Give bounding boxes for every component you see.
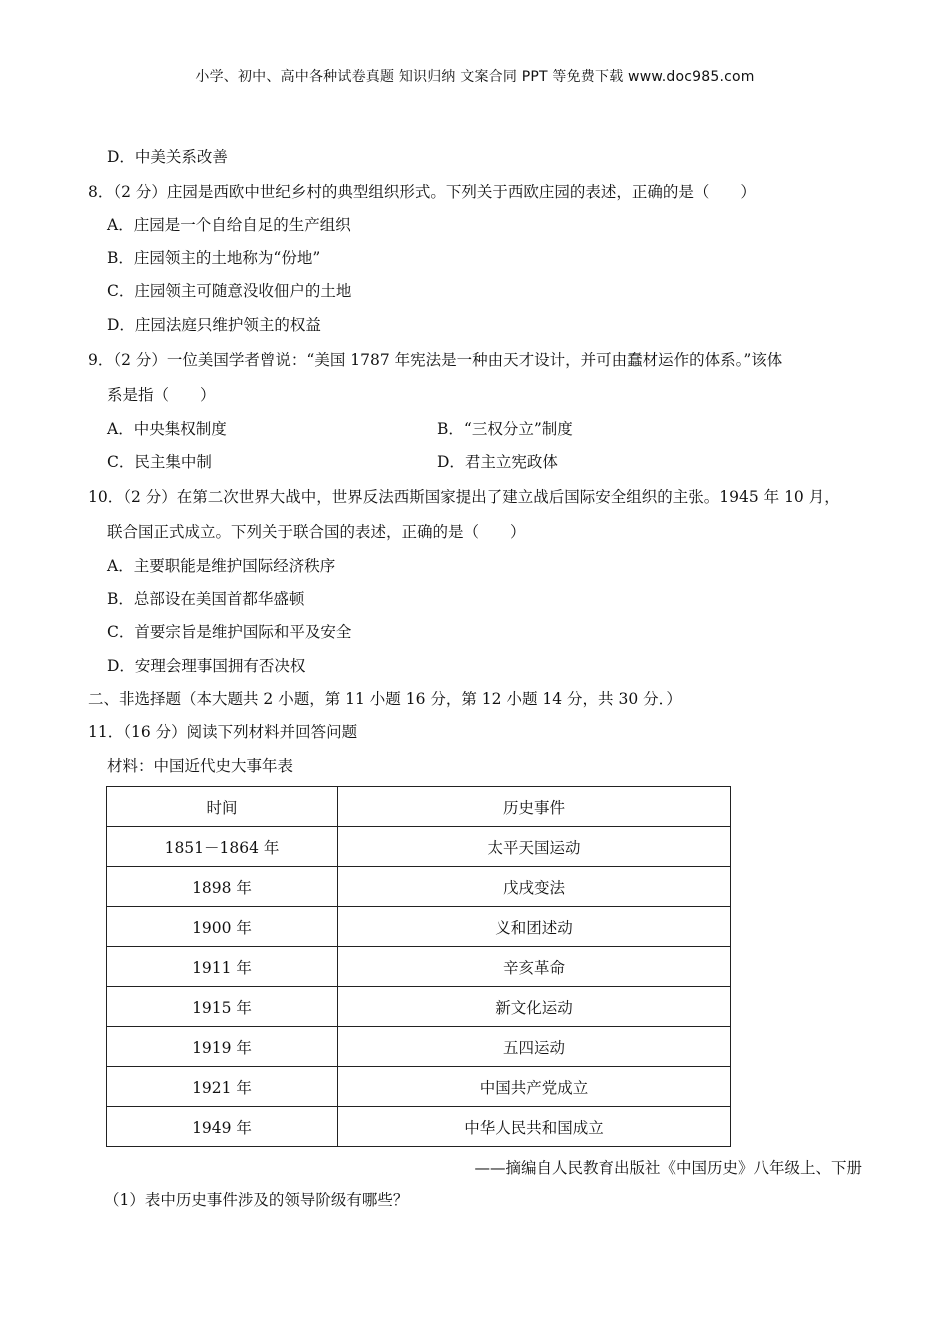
table-cell-time: 1911 年 bbox=[107, 947, 338, 987]
table-cell-event: 太平天国运动 bbox=[338, 827, 731, 867]
q11-material-label: 材料：中国近代史大事年表 bbox=[107, 757, 294, 775]
q8-option-c: C．庄园领主可随意没收佃户的土地 bbox=[107, 282, 352, 300]
q10-option-c: C．首要宗旨是维护国际和平及安全 bbox=[107, 623, 352, 641]
table-cell-event: 中华人民共和国成立 bbox=[338, 1107, 731, 1147]
page-header-banner: 小学、初中、高中各种试卷真题 知识归纳 文案合同 PPT 等免费下载 www.doc985.com bbox=[195, 69, 755, 85]
table-cell-event: 义和团述动 bbox=[338, 907, 731, 947]
q10-stem-line2: 联合国正式成立。下列关于联合国的表述，正确的是（ ） bbox=[107, 523, 526, 541]
table-row bbox=[107, 867, 731, 907]
table-cell-event: 新文化运动 bbox=[338, 987, 731, 1027]
table-cell-event: 中国共产党成立 bbox=[338, 1067, 731, 1107]
q10-stem-line1: 10．（2 分）在第二次世界大战中，世界反法西斯国家提出了建立战后国际安全组织的主张。1945 年 10 月， bbox=[88, 488, 840, 506]
table-cell-time: 1900 年 bbox=[107, 907, 338, 947]
q9-stem-line2: 系是指（ ） bbox=[107, 386, 216, 404]
table-cell-time: 1915 年 bbox=[107, 987, 338, 1027]
q8-option-a: A．庄园是一个自给自足的生产组织 bbox=[107, 216, 351, 234]
q9-option-c: C．民主集中制 bbox=[107, 453, 212, 471]
q9-option-a: A．中央集权制度 bbox=[107, 420, 227, 438]
q10-option-b: B．总部设在美国首都华盛顿 bbox=[107, 590, 305, 608]
table-cell-time: 1919 年 bbox=[107, 1027, 338, 1067]
table-row bbox=[107, 987, 731, 1027]
table-cell-time: 1949 年 bbox=[107, 1107, 338, 1147]
table-row bbox=[107, 1027, 731, 1067]
history-events-table bbox=[106, 786, 731, 1147]
table-row bbox=[107, 907, 731, 947]
q7-option-d: D．中美关系改善 bbox=[107, 148, 228, 166]
table-cell-event: 辛亥革命 bbox=[338, 947, 731, 987]
table-row bbox=[107, 1067, 731, 1107]
q10-option-a: A．主要职能是维护国际经济秩序 bbox=[107, 557, 336, 575]
q9-option-b: B．“三权分立”制度 bbox=[437, 420, 573, 438]
table-cell-event: 五四运动 bbox=[338, 1027, 731, 1067]
table-row bbox=[107, 827, 731, 867]
table-cell-time: 1851－1864 年 bbox=[107, 827, 338, 867]
table-cell-time: 1921 年 bbox=[107, 1067, 338, 1107]
q10-option-d: D．安理会理事国拥有否决权 bbox=[107, 657, 306, 675]
q9-option-d: D．君主立宪政体 bbox=[437, 453, 558, 471]
section-2-title: 二、非选择题（本大题共 2 小题，第 11 小题 16 分，第 12 小题 14 分，共 30 分．） bbox=[88, 690, 682, 708]
table-row bbox=[107, 1107, 731, 1147]
q11-stem: 11．（16 分）阅读下列材料并回答问题 bbox=[88, 723, 358, 741]
table-cell-time: 1898 年 bbox=[107, 867, 338, 907]
table-row bbox=[107, 947, 731, 987]
q9-stem-line1: 9．（2 分）一位美国学者曾说：“美国 1787 年宪法是一种由天才设计，并可由蠢材运作的体系。”该体 bbox=[88, 351, 783, 369]
table-source-citation: ——摘编自人民教育出版社《中国历史》八年级上、下册 bbox=[474, 1159, 862, 1177]
q8-option-b: B．庄园领主的土地称为“份地” bbox=[107, 249, 321, 267]
table-header-time: 时间 bbox=[107, 787, 338, 827]
q8-option-d: D．庄园法庭只维护领主的权益 bbox=[107, 316, 321, 334]
q11-sub-question-1: （1）表中历史事件涉及的领导阶级有哪些？ bbox=[104, 1191, 409, 1209]
table-header-event: 历史事件 bbox=[338, 787, 731, 827]
q8-stem: 8．（2 分）庄园是西欧中世纪乡村的典型组织形式。下列关于西欧庄园的表述，正确的是（ ） bbox=[88, 183, 756, 201]
table-cell-event: 戊戌变法 bbox=[338, 867, 731, 907]
table-header-row bbox=[107, 787, 731, 827]
